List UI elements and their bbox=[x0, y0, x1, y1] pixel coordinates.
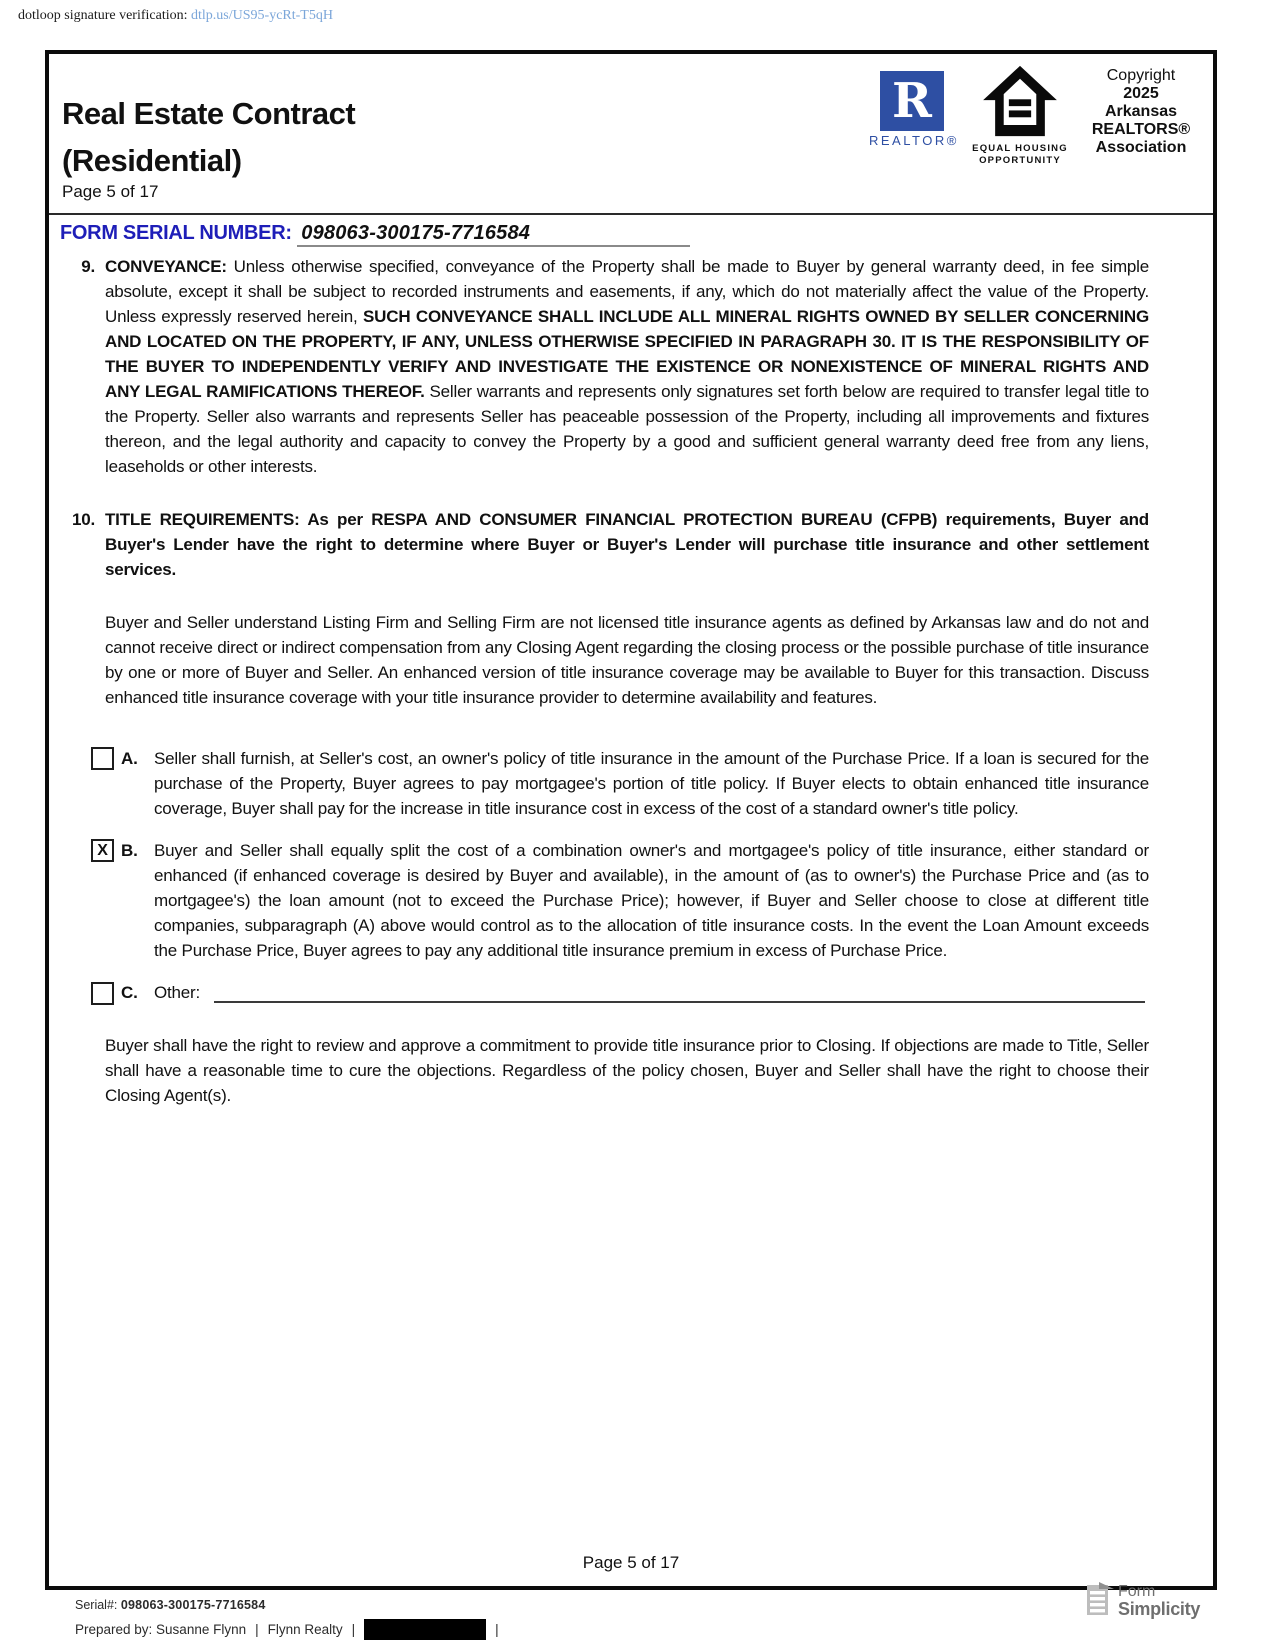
option-a-row bbox=[91, 746, 1149, 821]
prepared-by-label: Prepared by: Susanne Flynn bbox=[75, 1622, 247, 1637]
copyright-line4: REALTORS® bbox=[1091, 120, 1191, 138]
copyright-line1: Copyright bbox=[1106, 67, 1176, 84]
copyright-block bbox=[1085, 65, 1197, 157]
option-c-other-label: Other: bbox=[154, 983, 201, 1002]
header-logos bbox=[869, 65, 1197, 167]
verification-link[interactable]: dtlp.us/US95-ycRt-T5qH bbox=[191, 8, 333, 23]
section-10-intro-paragraph: Buyer and Seller understand Listing Firm and Selling Firm are not licensed title insurance agents as defined by Arkansas law and do not and cannot receive direct or indirect compensation from any Closing Agent regarding the closing process or the possible purchase of title insurance by one or more of Buyer and Seller. An enhanced version of title insurance coverage may be available to Buyer for this transaction. Discuss enhanced title insurance coverage with your title insurance provider to determine availability and features. bbox=[105, 613, 1149, 707]
verification-label: dotloop signature verification: bbox=[18, 8, 188, 23]
realtor-logo-caption: REALTOR® bbox=[869, 133, 959, 148]
option-b-checkbox[interactable]: X bbox=[91, 839, 114, 862]
redacted-contact-field bbox=[364, 1619, 486, 1640]
section-9-paragraph-1: Unless otherwise specified, conveyance of the Property shall be made to Buyer by general warranty deed, in fee simple absolute, except it shall be subject to recorded instruments and easements, if any, which do not materially affect the value of the Property. Unless expressly reserved herein, bbox=[105, 257, 1149, 326]
section-10-heading: TITLE REQUIREMENTS: As per RESPA AND CONSUMER FINANCIAL PROTECTION BUREAU (CFPB) requirements, Buyer and Buyer's Lender have the right to determine where Buyer or Buyer's Lender will purchase title insurance and other settlement services. bbox=[105, 510, 1149, 579]
copyright-line3: Arkansas bbox=[1104, 102, 1178, 120]
option-b-letter: B. bbox=[121, 841, 138, 860]
option-b-row bbox=[91, 838, 1149, 963]
title-policy-options bbox=[97, 746, 1149, 1005]
contract-header bbox=[49, 54, 1213, 215]
realtor-r-icon: R bbox=[880, 71, 944, 131]
copyright-year: 2025 bbox=[1123, 84, 1159, 102]
form-serial-row bbox=[49, 215, 1213, 248]
header-page-number: Page 5 of 17 bbox=[62, 182, 159, 201]
form-simplicity-logo bbox=[1086, 1582, 1200, 1621]
footer-prepared-line bbox=[75, 1619, 499, 1640]
section-10-body bbox=[97, 507, 1149, 1108]
option-b-text: Buyer and Seller shall equally split the cost of a combination owner's and mortgagee's policy of title insurance, either standard or enhanced (if enhanced coverage is desired by Buyer and available), in the amount of (as to owner's) the Purchase Price and (as to mortgagee's) the loan amount (not to exceed the Purchase Price); however, if Buyer and Seller choose to close at different title companies, subparagraph (A) above would control as to the allocation of title insurance costs. In the event the Loan Amount exceeds the Purchase Price, Buyer agrees to pay any additional title insurance premium in excess of Purchase Price. bbox=[154, 841, 1149, 960]
footer-page-number: Page 5 of 17 bbox=[582, 1553, 680, 1572]
option-c-other-input-line[interactable] bbox=[214, 983, 1145, 1003]
section-9-number: 9. bbox=[81, 257, 95, 276]
brokerage-name: Flynn Realty bbox=[267, 1622, 343, 1637]
option-a-text: Seller shall furnish, at Seller's cost, an owner's policy of title insurance in the amount of the Purchase Price. If a loan is secured for the purchase of the Property, Buyer agrees to pay mortgagee's portion of title policy. If Buyer elects to obtain enhanced title insurance coverage, Buyer shall pay for the increase in title insurance cost in excess of the cost of a standard owner's title policy. bbox=[154, 749, 1149, 818]
verification-bar bbox=[18, 8, 333, 24]
form-serial-value: 098063-300175-7716584 bbox=[297, 222, 690, 247]
form-serial-label: FORM SERIAL NUMBER: bbox=[60, 222, 292, 244]
option-a-letter: A. bbox=[121, 749, 138, 768]
option-c-row bbox=[91, 980, 1149, 1005]
footer-serial-line bbox=[75, 1598, 266, 1612]
contract-body bbox=[49, 248, 1213, 1108]
equal-housing-caption-line2: OPPORTUNITY bbox=[979, 154, 1061, 166]
section-9-mineral-rights-clause: SUCH CONVEYANCE SHALL INCLUDE ALL MINERAL RIGHTS OWNED BY SELLER CONCERNING AND LOCATED ON THE PROPERTY, IF ANY, UNLESS OTHERWISE SPECIFIED IN PARAGRAPH 30. IT IS THE RESPONSIBILITY OF THE BUYER TO INDEPENDENTLY VERIFY AND INVESTIGATE THE EXISTENCE OR NONEXISTENCE OF MINERAL RIGHTS AND ANY LEGAL RAMIFICATIONS THEREOF. bbox=[105, 307, 1150, 401]
form-simplicity-name-line2: Simplicity bbox=[1118, 1599, 1201, 1620]
section-9-conveyance bbox=[81, 254, 1150, 479]
equal-housing-logo bbox=[968, 65, 1072, 167]
option-c-letter: C. bbox=[121, 983, 138, 1002]
equal-housing-caption-line1: EQUAL HOUSING bbox=[972, 143, 1068, 154]
form-simplicity-document-icon bbox=[1086, 1582, 1114, 1621]
form-simplicity-name-line1: Form bbox=[1118, 1582, 1156, 1600]
equal-housing-icon bbox=[982, 124, 1058, 141]
section-10-title-requirements bbox=[71, 507, 1149, 1108]
document-title-line1: Real Estate Contract bbox=[62, 96, 356, 131]
section-9-label: CONVEYANCE: bbox=[105, 257, 227, 276]
contract-frame bbox=[45, 50, 1217, 1590]
option-a-checkbox[interactable] bbox=[91, 747, 114, 770]
copyright-line5: Association bbox=[1095, 138, 1187, 156]
document-title-line2: (Residential) bbox=[62, 143, 242, 178]
section-9-paragraph-2: Seller warrants and represents only signatures set forth below are required to transfer legal title to the Property. Seller also warrants and represents Seller has peaceable possession of the Property, including all improvements and fixtures thereon, and the legal authority and capacity to convey the Property by a good and sufficient general warranty deed free from any liens, leaseholds or other interests. bbox=[105, 382, 1149, 476]
separator-3: | bbox=[495, 1622, 499, 1637]
section-9-text bbox=[105, 254, 1149, 479]
section-10-closing-paragraph: Buyer shall have the right to review and approve a commitment to provide title insurance prior to Closing. If objections are made to Title, Seller shall have a reasonable time to cure the objections. Regardless of the policy chosen, Buyer and Seller shall have the right to choose their Closing Agent(s). bbox=[105, 1036, 1149, 1105]
realtor-logo bbox=[869, 65, 959, 148]
footer-serial-value: 098063-300175-7716584 bbox=[120, 1598, 266, 1612]
separator-1: | bbox=[255, 1622, 259, 1637]
separator-2: | bbox=[351, 1622, 356, 1637]
footer-serial-label: Serial#: bbox=[75, 1598, 118, 1612]
section-10-number: 10. bbox=[71, 510, 95, 529]
option-c-checkbox[interactable] bbox=[91, 982, 114, 1005]
